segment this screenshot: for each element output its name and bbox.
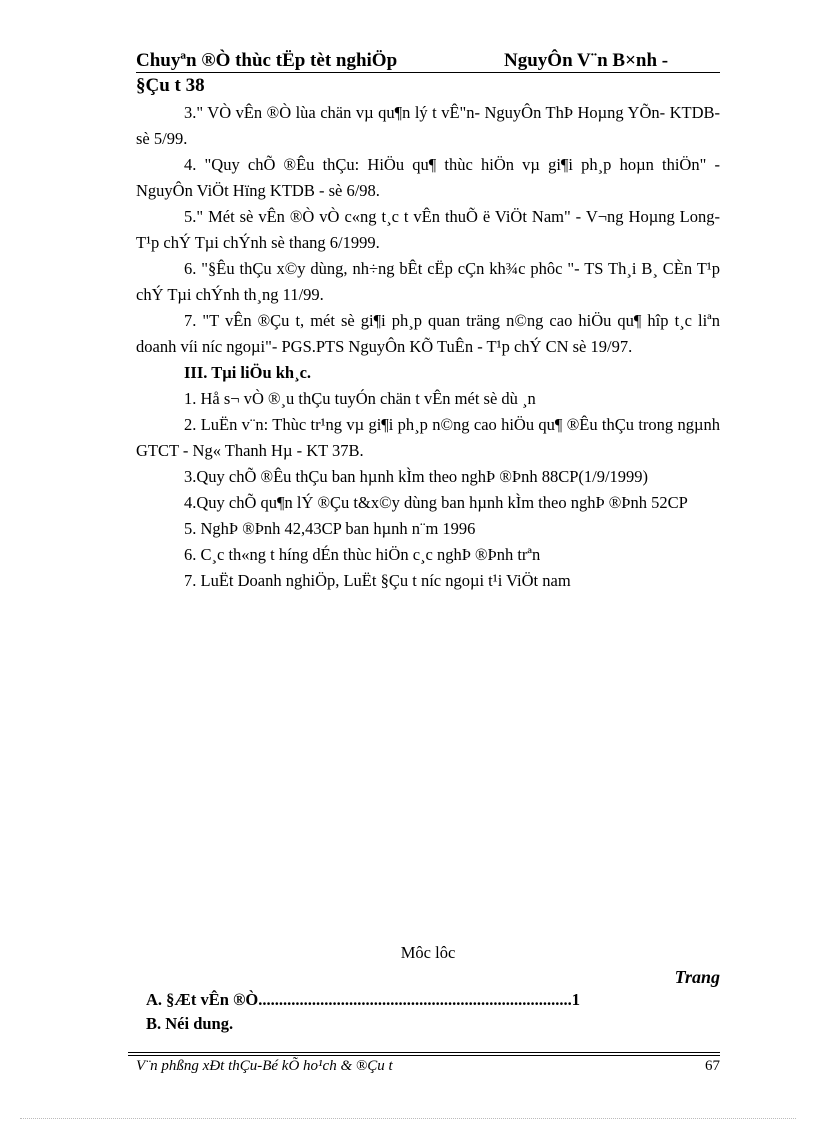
toc-title: Môc lôc	[400, 943, 456, 962]
page-footer	[128, 1052, 720, 1078]
page-header	[136, 50, 720, 96]
toc-entry-page: 1	[571, 990, 581, 1009]
reference-item: 1. Hå s¬ vÒ ®¸u thÇu tuyÓn chän t vÊn mét sè dù ¸n	[184, 389, 536, 408]
reference-item: 3." VÒ vÊn ®Ò lùa chän vµ qu¶n lý t vÊ"n- NguyÔn ThÞ Hoµng YÕn- KTDB- sè 5/99.	[136, 103, 720, 148]
toc-entry-label: A. §Æt vÊn ®Ò	[146, 990, 259, 1009]
reference-item: 7. LuËt Doanh nghiÖp, LuËt §Çu t níc ngoµi t¹i ViÖt nam	[184, 571, 571, 590]
toc-page-label: Trang	[674, 967, 720, 987]
footer-rule	[128, 1052, 720, 1053]
page-number: 67	[705, 1058, 720, 1074]
reference-item: 6. C¸c th«ng t híng dÉn thùc hiÖn c¸c nghÞ ®Þnh trªn	[184, 545, 541, 564]
reference-item: 7. "T vÊn ®Çu t, mét sè gi¶i ph¸p quan träng n©ng cao hiÖu qu¶ hîp t¸c liªn doanh víi níc ngoµi"- PGS.PTS NguyÔn KÕ TuÊn - T¹p chÝ CN sè 19/97.	[136, 311, 720, 356]
footer-text	[128, 1058, 720, 1078]
toc-entry	[136, 988, 720, 1012]
reference-item: 6. "§Êu thÇu x©y dùng, nh÷ng bÊt cËp cÇn kh¾c phôc "- TS Th¸i B¸ CÈn T¹p chÝ Tµi chÝnh th¸ng 11/99.	[136, 259, 720, 304]
reference-list	[136, 100, 720, 594]
footer-office: V¨n phßng xÐt thÇu-Bé kÕ ho¹ch & ®Çu t	[136, 1058, 393, 1074]
reference-item: 2. LuËn v¨n: Thùc tr¹ng vµ gi¶i ph¸p n©ng cao hiÖu qu¶ ®Êu thÇu trong ngµnh GTCT - Ng« Thanh Hµ - KT 37B.	[136, 415, 720, 460]
header-title-line	[136, 50, 720, 72]
toc-entry-label: B. Néi dung.	[146, 1014, 234, 1033]
section-heading: III. Tµi liÖu kh¸c.	[184, 363, 312, 382]
reference-item: 3.Quy chÕ ®Êu thÇu ban hµnh kÌm theo nghÞ ®Þnh 88CP(1/9/1999)	[184, 467, 649, 486]
header-author: NguyÔn V¨n B×nh -	[504, 50, 669, 71]
table-of-contents	[136, 940, 720, 1036]
reference-item: 4.Quy chÕ qu¶n lÝ ®Çu t&x©y dùng ban hµnh kÌm theo nghÞ ®Þnh 52CP	[184, 493, 688, 512]
reference-item: 5." Mét sè vÊn ®Ò vÒ c«ng t¸c t vÊn thuÕ ë ViÖt Nam" - V¬ng Hoµng Long- T¹p chÝ Tµi chÝnh sè thang 6/1999.	[136, 207, 720, 252]
header-class: §Çu t 38	[136, 75, 205, 96]
toc-entry-dots: ............................................................................	[258, 990, 572, 1009]
header-rule	[136, 72, 720, 73]
page-edge-border	[20, 1118, 796, 1119]
footer-rule	[128, 1055, 720, 1056]
reference-item: 4. "Quy chÕ ®Êu thÇu: HiÖu qu¶ thùc hiÖn vµ gi¶i ph¸p hoµn thiÖn" - NguyÔn ViÖt Hïng KTDB - sè 6/98.	[136, 155, 720, 200]
reference-item: 5. NghÞ ®Þnh 42,43CP ban hµnh n¨m 1996	[184, 519, 476, 538]
header-topic: Chuyªn ®Ò thùc tËp tèt nghiÖp	[136, 50, 398, 71]
toc-entry	[136, 1012, 720, 1036]
